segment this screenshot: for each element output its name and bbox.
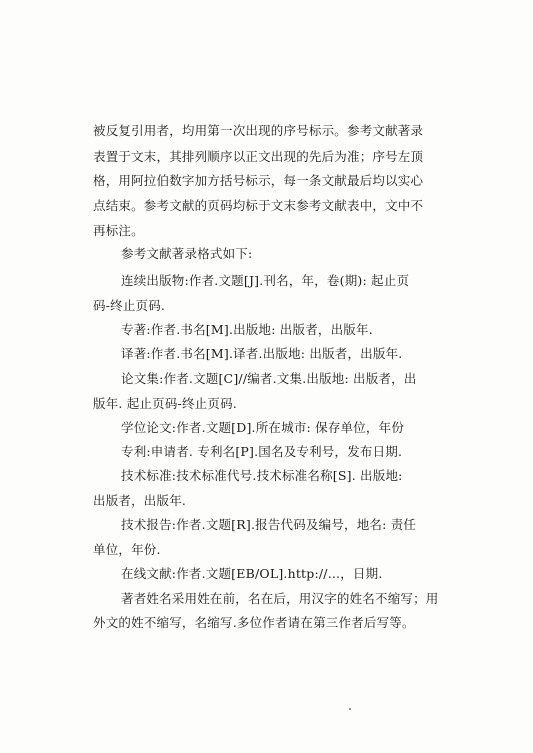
reference-format-line: 论文集:作者.文题[C]//编者.文集.出版地: 出版者，出 [121,371,417,386]
reference-format-line: 技术报告:作者.文题[R].报告代码及编号，地名: 责任 [121,517,417,532]
reference-format-line: 在线文献:作者.文题[EB/OL].http://...，日期. [121,566,383,581]
reference-format-line: 学位论文:作者.文题[D].所在城市: 保存单位，年份 [121,420,405,435]
scan-speck [349,708,351,710]
reference-format-line: 专利:申请者. 专利名[P].国名及专利号，发布日期. [121,444,403,459]
body-line: 表置于文末，其排列顺序以正文出现的先后为准；序号左顶 [93,149,424,164]
author-name-rule-line: 外文的姓不缩写，名缩写.多位作者请在第三作者后写等。 [93,615,415,630]
body-line: 格，用阿拉伯数字加方括号标示，每一条文献最后均以实心 [93,173,424,188]
author-name-rule-line: 著者姓名采用姓在前，名在后，用汉字的姓名不缩写；用 [121,591,439,606]
reference-format-line: 码-终止页码. [93,298,166,313]
reference-format-line: 单位，年份. [93,542,161,557]
reference-format-line: 译著:作者.书名[M].译者.出版地: 出版者，出版年. [121,346,403,361]
reference-format-line: 版年. 起止页码-终止页码. [93,396,237,411]
section-heading: 参考文献著录格式如下: [121,246,253,261]
reference-format-line: 技术标准:技术标准代号.技术标准名称[S]. 出版地: [121,468,403,483]
reference-format-line: 出版者，出版年. [93,493,187,508]
reference-format-line: 连续出版物:作者.文题[J].刊名，年，卷(期): 起止页 [121,273,410,288]
body-line: 被反复引用者，均用第一次出现的序号标示。参考文献著录 [93,123,424,138]
body-line: 再标注。 [93,223,144,238]
body-line: 点结束。参考文献的页码均标于文末参考文献表中，文中不 [93,198,424,213]
reference-format-line: 专著:作者.书名[M].出版地: 出版者，出版年. [121,322,373,337]
